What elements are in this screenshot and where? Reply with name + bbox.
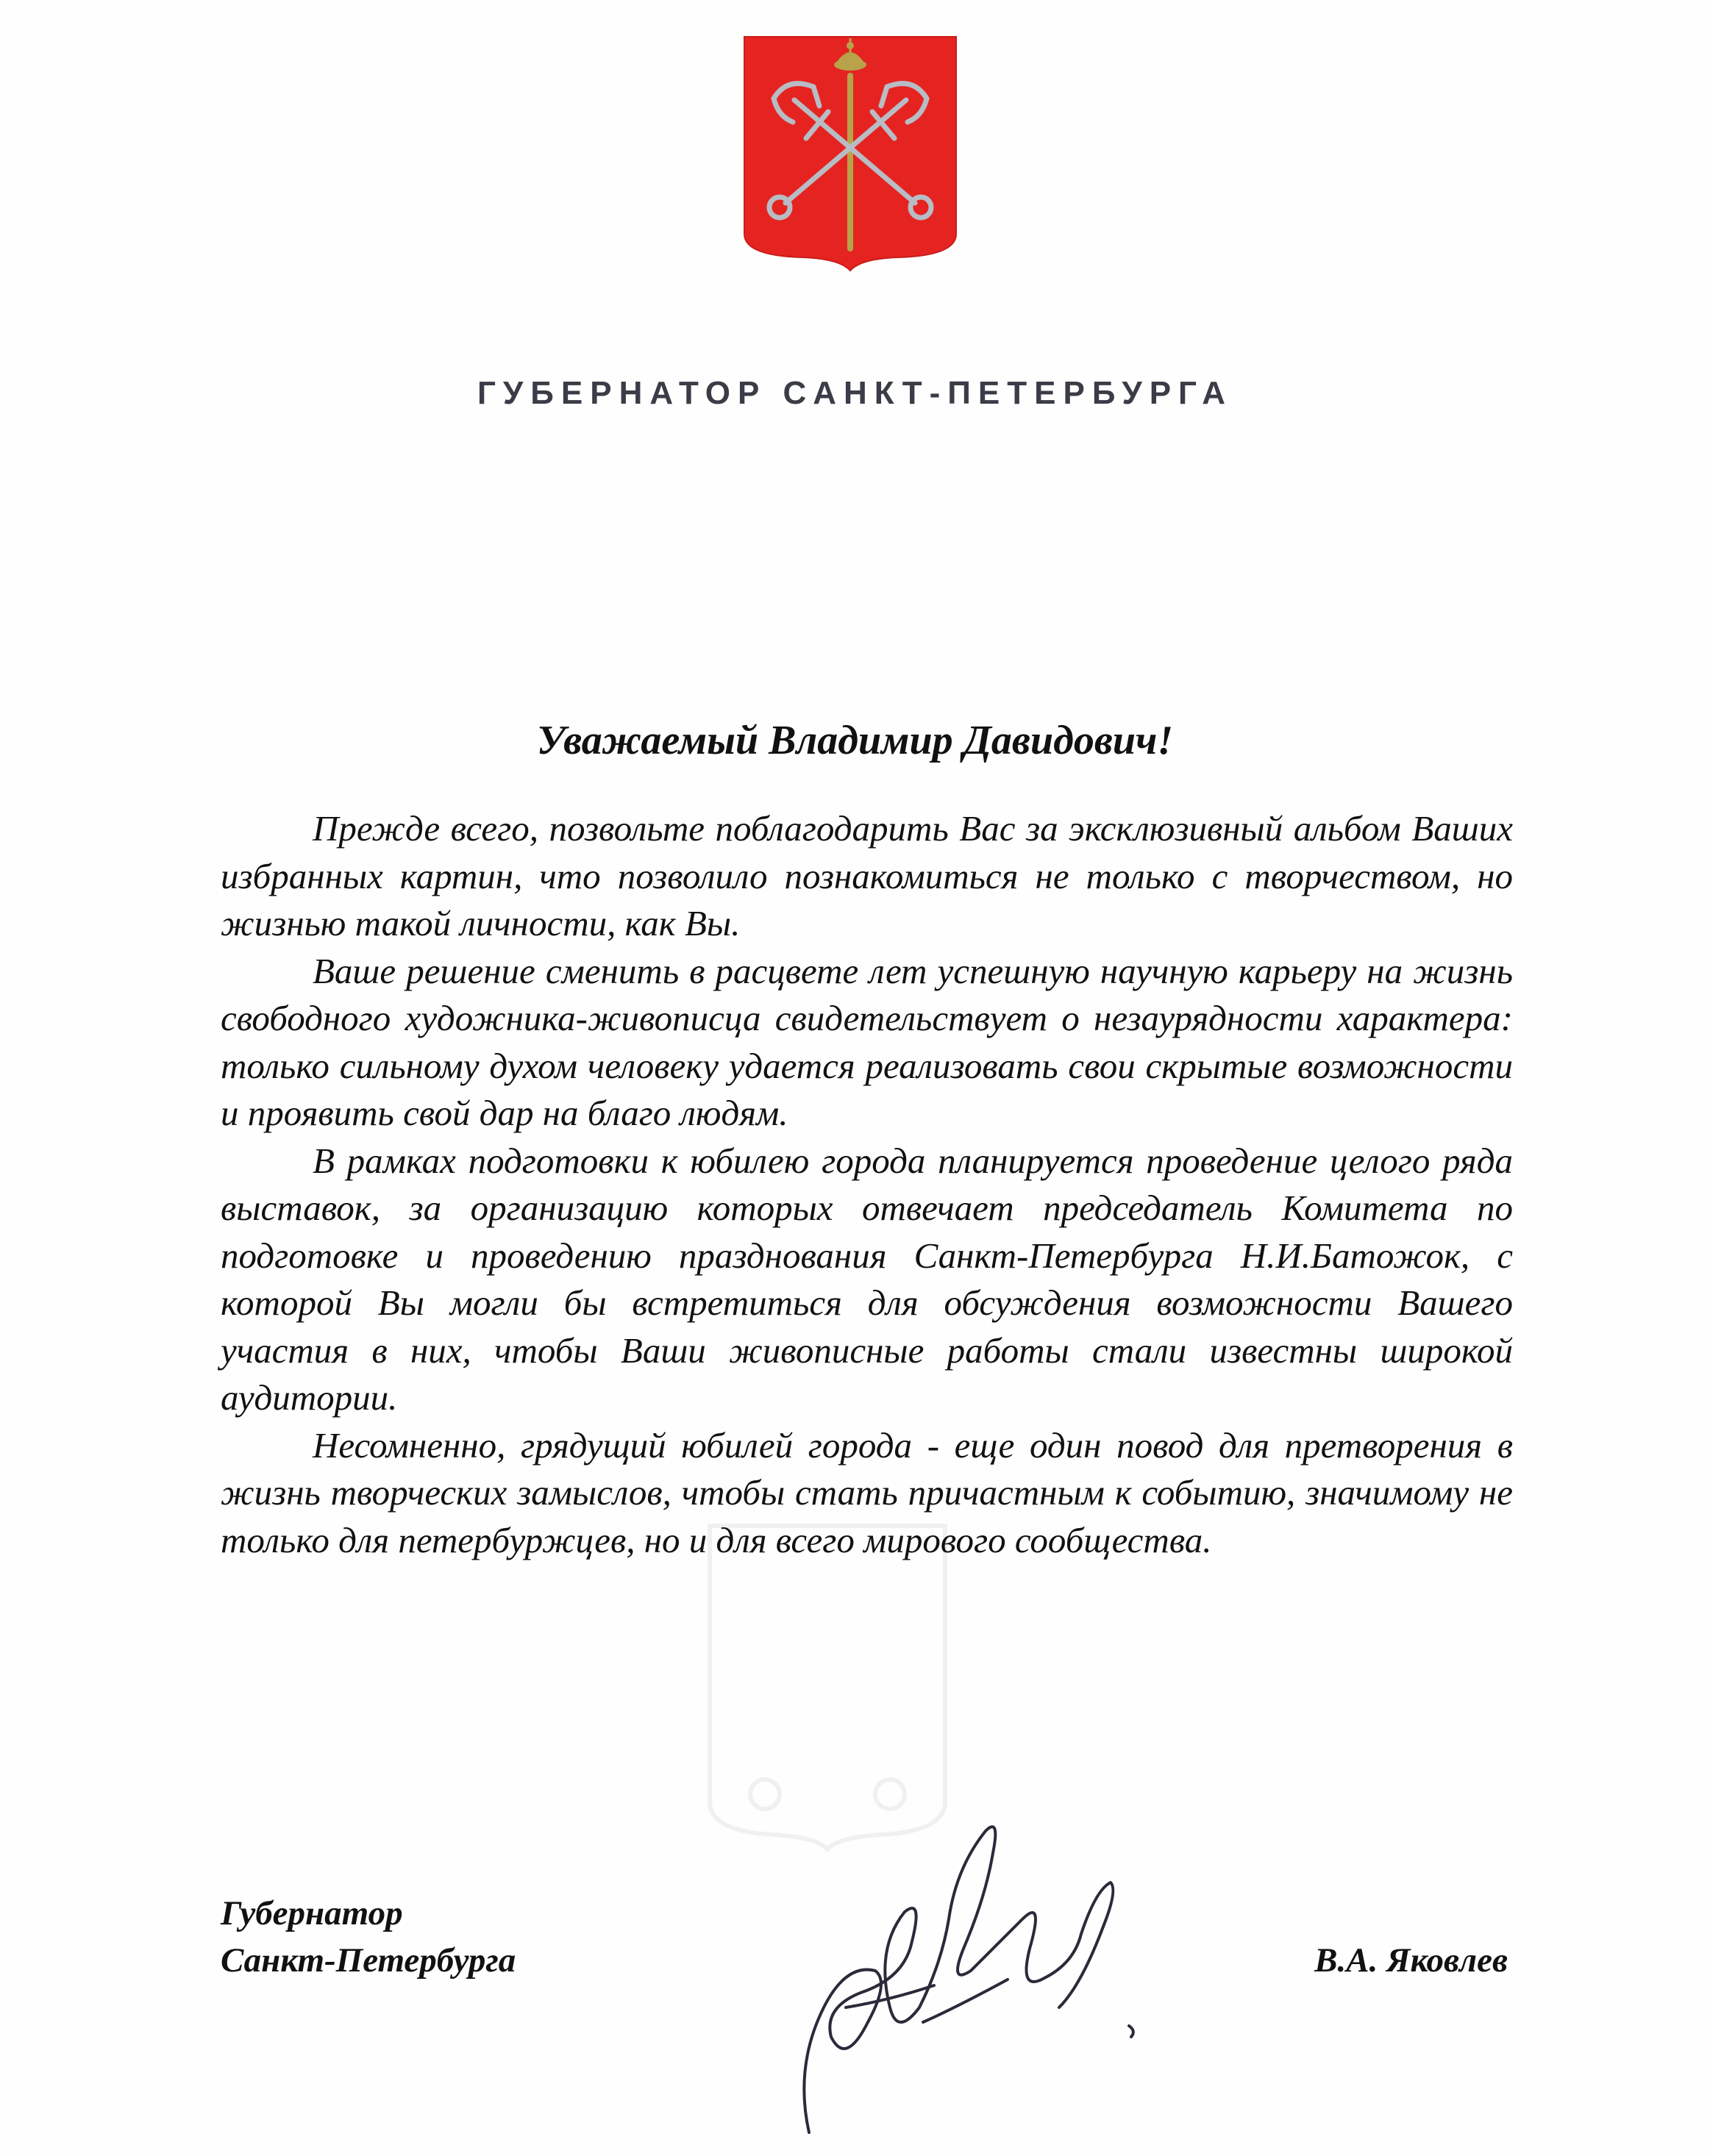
- signer-title: [221, 1890, 516, 1984]
- letter-paragraph: В рамках подготовки к юбилею города планируется проведение целого ряда выставок, за организацию которых отвечает председатель Комитета по подготовке и проведению празднования Санкт-Петербурга Н.И.Батожок, с которой Вы могли бы встретиться для обсуждения возможности Вашего участия в них, чтобы Ваши живописные работы стали известны широкой аудитории.: [221, 1140, 1513, 1418]
- signer-name: В.А. Яковлев: [1314, 1941, 1508, 1980]
- signer-title-line2: Санкт-Петербурга: [221, 1941, 516, 1980]
- letter-paragraph: Прежде всего, позвольте поблагодарить Вас за эксклюзивный альбом Ваших избранных картин, что позволило познакомиться не только с творчеством, но жизнью такой личности, как Вы.: [221, 808, 1513, 943]
- signer-title-line1: Губернатор: [221, 1894, 403, 1932]
- handwritten-signature: [765, 1787, 1177, 2140]
- letterhead-title: ГУБЕРНАТОР САНКТ-ПЕТЕРБУРГА: [477, 375, 1233, 411]
- letter-body: [221, 805, 1513, 1564]
- letter-salutation: Уважаемый Владимир Давидович!: [536, 718, 1174, 763]
- saint-petersburg-coat-of-arms-icon: [743, 35, 958, 272]
- letter-paragraph: Ваше решение сменить в расцвете лет успешную научную карьеру на жизнь свободного художника-живописца свидетельствует о незаурядности характера: только сильному духом человеку удается реализовать свои скрытые возможности и проявить свой дар на благо людям.: [221, 950, 1513, 1133]
- letter-paragraph: Несомненно, грядущий юбилей города - еще один повод для претворения в жизнь творческих замыслов, чтобы стать причастным к событию, значимому не только для петербуржцев, но и для всего мирового сообщества.: [221, 1424, 1513, 1560]
